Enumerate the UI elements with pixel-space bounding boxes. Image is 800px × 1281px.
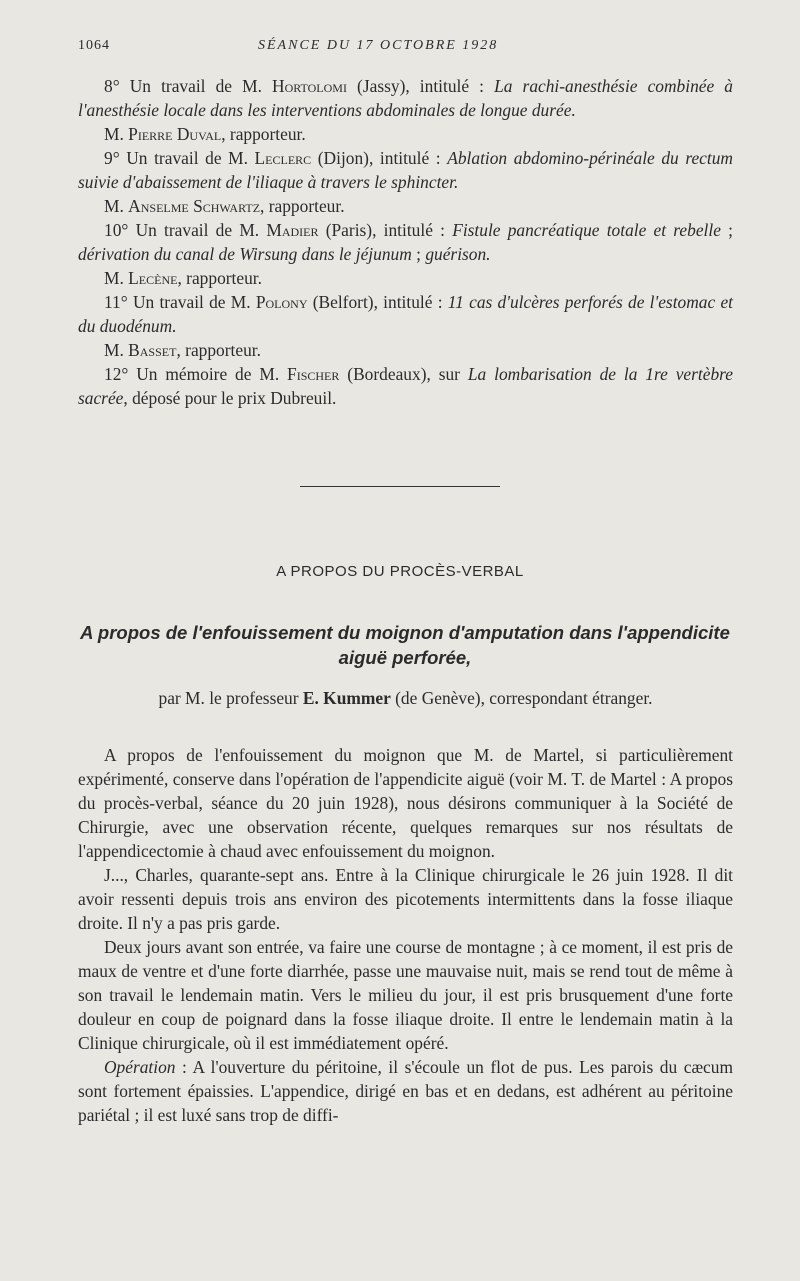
rapporteur-8: M. Pierre Duval, rapporteur.	[104, 124, 306, 144]
article-body	[78, 743, 733, 1127]
list-item-9: 9° Un travail de M. Leclerc (Dijon), intitulé : Ablation abdomino-périnéale du rectum suivie d'abaissement de l'iliaque à travers le sphincter.	[78, 148, 733, 192]
rapporteur-11: M. Basset, rapporteur.	[104, 340, 261, 360]
body-paragraph-4: Opération : A l'ouverture du péritoine, il s'écoule un flot de pus. Les parois du cæcum sont fortement épaissies. L'appendice, dirigé en bas et en dedans, est adhérent au péritoine pariétal ; il est luxé sans trop de diffi-	[78, 1057, 733, 1125]
list-item-8: 8° Un travail de M. Hortolomi (Jassy), intitulé : La rachi-anesthésie combinée à l'anesthésie locale dans les interventions abdominales de longue durée.	[78, 76, 734, 120]
author-name: E. Kummer	[302, 688, 391, 708]
body-paragraph-2: J..., Charles, quarante-sept ans. Entre à la Clinique chirurgicale le 26 juin 1928. Il dit avoir ressenti depuis trois ans environ des picotements intermittents dans la fosse iliaque droite. Il n'y a pas pris garde.	[78, 865, 733, 933]
operation-label: Opération	[104, 1057, 176, 1077]
list-item-10: 10° Un travail de M. Madier (Paris), intitulé : Fistule pancréatique totale et rebelle ; dérivation du canal de Wirsung dans le jéjunum ; guérison.	[78, 220, 734, 264]
announcement-list	[78, 74, 733, 410]
body-paragraph-1: A propos de l'enfouissement du moignon que M. de Martel, si particulièrement expérimenté, conserve dans l'opération de l'appendicite aiguë (voir M. T. de Martel : A propos du procès-verbal, séance du 20 juin 1928), nous désirons communiquer à la Société de Chirurgie, avec une observation récente, quelques remarques sur nos résultats de l'appendicectomie à chaud avec enfouissement du moignon.	[78, 745, 733, 861]
article-byline: par M. le professeur E. Kummer (de Genève), correspondant étranger.	[158, 688, 653, 708]
page-number: 1064	[78, 38, 110, 53]
running-title: SÉANCE DU 17 OCTOBRE 1928	[258, 38, 499, 53]
rapporteur-9: M. Anselme Schwartz, rapporteur.	[104, 196, 345, 216]
section-divider	[300, 486, 500, 487]
body-paragraph-3: Deux jours avant son entrée, va faire une course de montagne ; à ce moment, il est pris de maux de ventre et d'une forte diarrhée, passe une mauvaise nuit, mais se rend tout de même à son travail le lendemain matin. Vers le milieu du jour, il est pris brusquement d'une forte douleur en coup de poignard dans la fosse iliaque droite. Il entre le lendemain matin à la Clinique chirurgicale, où il est immédiatement opéré.	[78, 937, 733, 1053]
list-item-11: 11° Un travail de M. Polony (Belfort), intitulé : 11 cas d'ulcères perforés de l'estomac et du duodénum.	[78, 292, 733, 336]
list-item-12: 12° Un mémoire de M. Fischer (Bordeaux), sur La lombarisation de la 1re vertèbre sacrée, déposé pour le prix Dubreuil.	[78, 364, 734, 408]
article-title: A propos de l'enfouissement du moignon d'amputation dans l'appendicite aiguë perforée,	[80, 622, 730, 668]
rapporteur-10: M. Lecène, rapporteur.	[104, 268, 262, 288]
section-heading: A PROPOS DU PROCÈS-VERBAL	[276, 563, 524, 580]
